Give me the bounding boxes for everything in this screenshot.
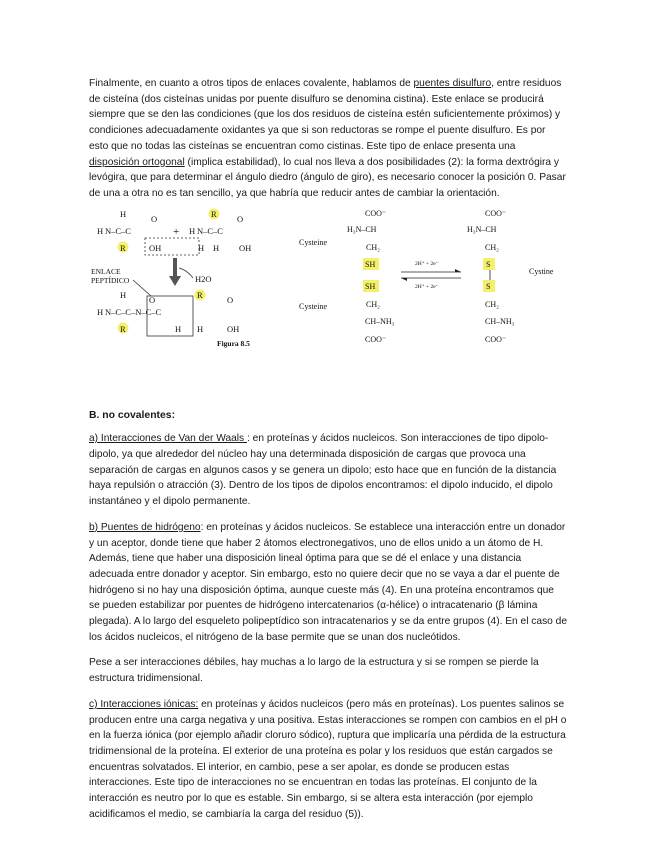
intro-text-1: Finalmente, en cuanto a otros tipos de enlaces covalente, hablamos de: [89, 78, 414, 89]
hb-text: : en proteínas y ácidos nucleicos. Se establece una interacción entre un donador y un aceptor, donde tiene que haber 2 átomos electronegativos, uno de ellos unido a un átomo de H. Además, tiene que haber una disposición lineal óptima para que se dé el enlace y una distancia adecuada entre donador y aceptor. Sin embargo, esto no quiere decir que no se vaya a dar el puente de hidrógeno si no hay una disposición óptima, aunque cueste más (4). En una proteína encontramos que se pueden estabilizar por puentes de hidrógeno intercatenarios (α-hélice) o intracatenario (β lámina plegada). A lo largo del esqueleto polipeptídico son intracatenarios y se da entre grupos (4). En el caso de los ácidos nucleicos, el nitrógeno de la base permite que se unan dos nucleótidos.: [89, 521, 567, 643]
svg-text:H: H: [175, 323, 182, 334]
disulfide-diagram: [289, 208, 579, 394]
svg-text:H: H: [197, 323, 204, 334]
svg-text:H: H: [120, 289, 127, 300]
svg-text:R: R: [120, 242, 126, 253]
svg-text:H: H: [120, 208, 127, 219]
h3n-ch-1: H₃N–CH: [347, 224, 377, 234]
coo-4: COO⁻: [485, 334, 507, 344]
hydrogen-bond-paragraph: [89, 520, 567, 646]
svg-text:N–C–C–N–C–C: N–C–C–N–C–C: [105, 306, 162, 317]
svg-text:+: +: [173, 225, 180, 238]
ch2-2: CH₂: [366, 299, 380, 309]
svg-text:OH: OH: [149, 242, 162, 253]
svg-text:H: H: [198, 242, 205, 253]
ch-nh3-1: CH–NH₃: [365, 316, 395, 326]
svg-text:R: R: [211, 208, 217, 219]
s-2: S: [486, 281, 491, 291]
h3n-ch-2: H₃N–CH: [467, 224, 497, 234]
cysteine-top-label: Cysteine: [299, 237, 327, 247]
ch-nh3-2: CH–NH₃: [485, 316, 515, 326]
svg-text:N–C–C: N–C–C: [105, 225, 131, 236]
coo-2: COO⁻: [365, 334, 387, 344]
svg-text:R: R: [197, 289, 203, 300]
svg-text:OH: OH: [239, 242, 252, 253]
s-1: S: [486, 259, 491, 269]
cysteine-bottom-label: Cysteine: [299, 301, 327, 311]
peptide-bond-diagram: [89, 208, 269, 394]
enlace-label: ENLACE: [91, 266, 121, 276]
section-b-heading: B. no covalentes:: [89, 409, 176, 421]
ch2-1: CH₂: [366, 242, 380, 252]
ionic-title: c) Interacciones iónicas:: [89, 698, 199, 710]
svg-text:OH: OH: [227, 323, 240, 334]
figure-caption: Figura 8.5: [217, 338, 250, 348]
document-page: [89, 76, 567, 823]
vdw-paragraph: [89, 431, 567, 510]
hb-title: b) Puentes de hidrógeno: [89, 521, 201, 533]
ionic-paragraph: [89, 697, 567, 823]
arrow-top-label: 2H⁺ + 2e⁻: [415, 260, 439, 267]
svg-text:O: O: [149, 294, 156, 305]
ch2-4: CH₂: [485, 299, 499, 309]
weak-interactions-paragraph: Pese a ser interacciones débiles, hay muchas a lo largo de la estructura y si se rompen se pierde la estructura tridimensional.: [89, 657, 539, 685]
sh-1: SH: [365, 259, 376, 269]
vdw-title: a) Interacciones de Van der Waals: [89, 433, 247, 445]
svg-text:H: H: [189, 225, 196, 236]
sh-2: SH: [365, 281, 376, 291]
intro-text-2: , entre residuos de cisteína (dos cisteínas unidas por puente disulfuro se denomina cistina). Este enlace se producirá siempre que se den las condiciones (que los dos residuos de cisteína estén suficientemente próximos) y condiciones adecuadamente oxidantes ya que si son reductoras se rompe el puente disulfuro. Es por esto que no todas las cisteínas se encuentran como cistinas. Este tipo de enlace presenta una: [89, 78, 562, 152]
ch2-3: CH₂: [485, 242, 499, 252]
svg-text:R: R: [120, 323, 126, 334]
svg-text:H: H: [97, 306, 104, 317]
arrow-bottom-label: 2H⁺ + 2e⁻: [415, 283, 439, 290]
intro-text-3: (implica estabilidad), lo cual nos lleva a dos posibilidades (2): la forma dextrógira y levógira, que para determinar el ángulo diedro (ángulo de giro), es necesario conocer la posición 0. Pasar de una a otra no es tan sencillo, ya que habría que reducir antes de cambiar la orientación.: [89, 156, 566, 199]
svg-text:O: O: [237, 213, 244, 224]
peptidico-label: PEPTÍDICO: [91, 275, 130, 285]
figure-area: [89, 208, 567, 394]
svg-text:N–C–C: N–C–C: [197, 225, 223, 236]
svg-text:O: O: [151, 213, 158, 224]
vdw-text: : en proteínas y ácidos nucleicos. Son interacciones de tipo dipolo-dipolo, ya que alrededor del núcleo hay una determinada disposición de cargas que provoca una separación de cargas en algunos casos y se genera un dipolo; esto hace que en función de la distancia haya repulsión o atracción (3). Dentro de los tipos de dipolos encontramos: el dipolo inducido, el dipolo instantáneo y el dipolo permanente.: [89, 433, 557, 508]
cystine-label: Cystine: [529, 266, 554, 276]
svg-text:H: H: [97, 225, 104, 236]
ionic-text: en proteínas y ácidos nucleicos (pero más en proteínas). Los puentes salinos se producen entre una carga negativa y una positiva. Estas interacciones se rompen con cambios en el pH o en la fuerza iónica (por ejemplo añadir cloruro sódico), ruptura que implicaría una pérdida de la estructura tridimensional de la proteína. El exterior de una proteína es polar y los residuos que están cargados se encuentras solvatados. El interior, en cambio, pese a ser apolar, es donde se producen estas interacciones. Este tipo de interacciones no se encuentran en todas las proteínas. El conjunto de la interacción es neutro por lo que es estable. Sin embargo, si se altera esta interacción (por ejemplo acidificamos el medio, se cambiaría la carga del residuo (5)).: [89, 698, 567, 820]
water-label: H2O: [195, 273, 212, 284]
coo-1: COO⁻: [365, 208, 387, 218]
intro-paragraph: [89, 76, 567, 202]
link-puentes-disulfuro: puentes disulfuro: [413, 78, 492, 89]
link-disposicion-ortogonal: disposición ortogonal: [89, 156, 185, 168]
svg-text:H: H: [213, 242, 220, 253]
svg-text:O: O: [227, 294, 234, 305]
coo-3: COO⁻: [485, 208, 507, 218]
